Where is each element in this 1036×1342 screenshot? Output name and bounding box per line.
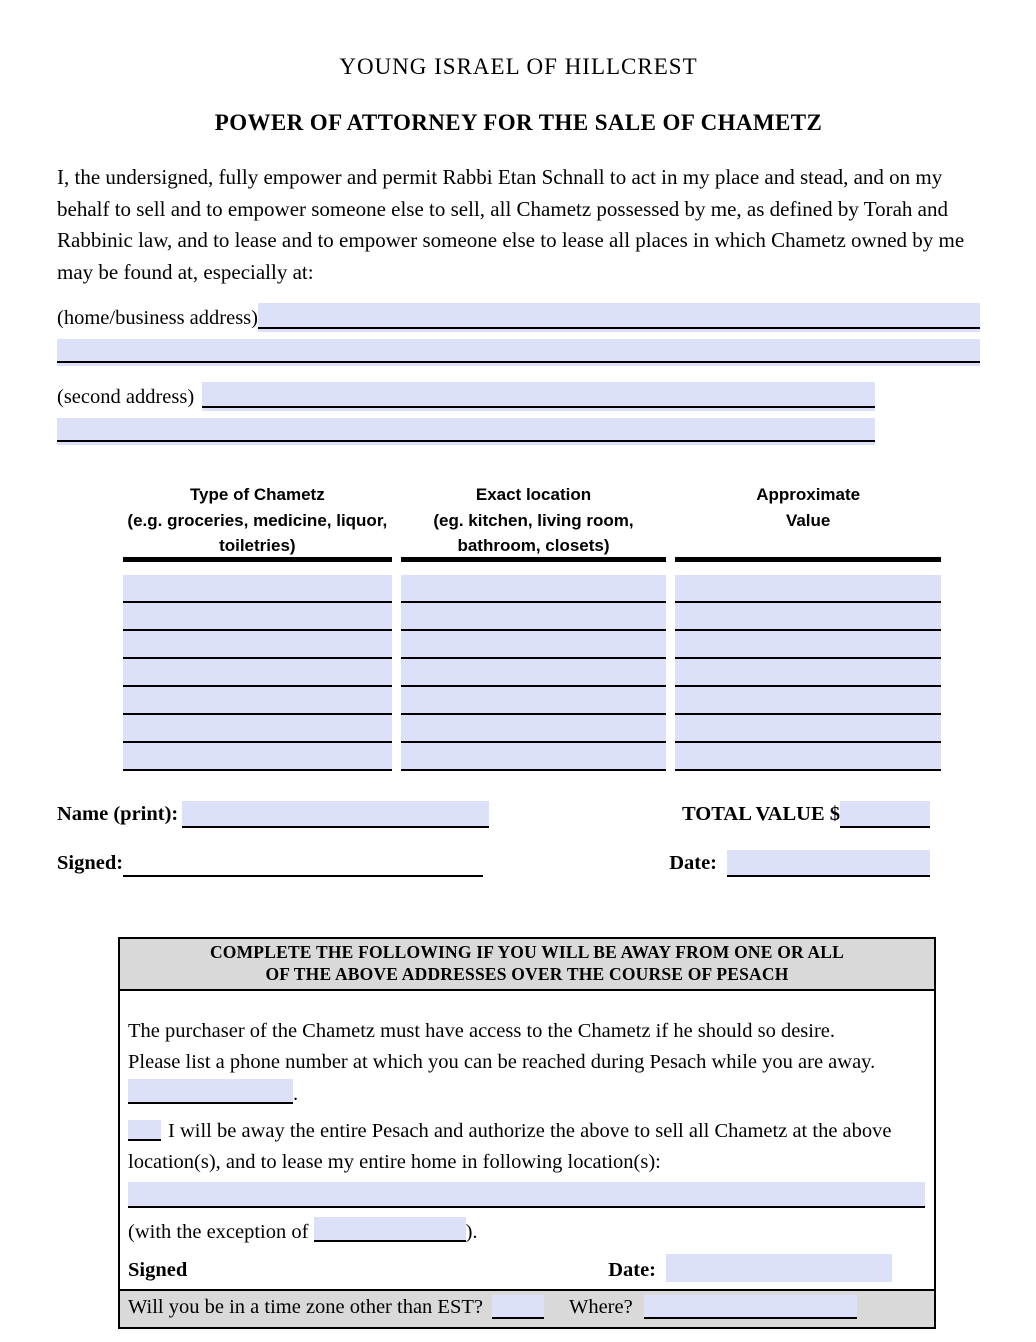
home-address-block (57, 303, 980, 366)
chametz-table-cell-location-6[interactable] (401, 715, 667, 743)
date-field[interactable] (727, 850, 930, 877)
timezone-row (120, 1289, 934, 1327)
chametz-table-cell-type-4[interactable] (123, 659, 392, 687)
phone-request-text: Please list a phone number at which you can be reached during Pesach while you are away. (128, 1051, 876, 1073)
purchaser-access-text: The purchaser of the Chametz must have access to the Chametz if he should so desire. (128, 1020, 836, 1042)
second-address-block (57, 382, 875, 445)
name-field[interactable] (182, 801, 489, 828)
second-address-field-line1[interactable] (202, 382, 875, 411)
chametz-table-cell-location-5[interactable] (401, 687, 667, 715)
signature-line (123, 851, 483, 877)
intro-paragraph: I, the undersigned, fully empower and permit Rabbi Etan Schnall to act in my place and stead, and on my behalf to sell and to empower someone else to sell, all Chametz possessed by me, as defined by Torah and Rabbinic law, and to lease and to empower someone else to lease all places in which Chametz owned by me may be found at, especially at: (57, 165, 965, 284)
chametz-table-cell-value-3[interactable] (675, 631, 941, 659)
chametz-table-cell-type-2[interactable] (123, 603, 392, 631)
name-label: Name (print): (57, 803, 179, 825)
type-column-cells (123, 575, 392, 771)
exception-line (128, 1217, 925, 1248)
second-address-field-line2[interactable] (57, 418, 875, 445)
away-statement-line (128, 1116, 925, 1178)
box-signed-date-row (120, 1248, 934, 1289)
lease-locations-field[interactable] (128, 1182, 925, 1208)
chametz-table-cell-location-2[interactable] (401, 603, 667, 631)
away-statement-text: I will be away the entire Pesach and authorize the above to sell all Chametz at the above location(s), and to lease my entire home in following location(s): (128, 1120, 892, 1173)
form-title: POWER OF ATTORNEY FOR THE SALE OF CHAMETZ (214, 110, 823, 135)
org-title: YOUNG ISRAEL OF HILLCREST (339, 54, 698, 79)
chametz-table-cell-value-2[interactable] (675, 603, 941, 631)
chametz-table-cell-value-7[interactable] (675, 743, 941, 771)
second-address-label: (second address) (57, 386, 195, 408)
box-signed-label: Signed (128, 1259, 188, 1281)
chametz-table-cell-location-7[interactable] (401, 743, 667, 771)
chametz-table-cell-type-1[interactable] (123, 575, 392, 603)
phone-period: . (293, 1083, 299, 1105)
type-column-header: Type of Chametz (e.g. groceries, medicine, liquor, toiletries) (123, 481, 392, 562)
location-column-cells (401, 575, 667, 771)
where-label: Where? (568, 1296, 633, 1318)
away-section-box (118, 937, 936, 1329)
chametz-table-cell-location-4[interactable] (401, 659, 667, 687)
timezone-question: Will you be in a time zone other than EST? (128, 1296, 483, 1318)
phone-line (128, 1079, 925, 1110)
home-address-field-line1[interactable] (258, 303, 980, 332)
away-box-header: COMPLETE THE FOLLOWING IF YOU WILL BE AWAY FROM ONE OR ALL OF THE ABOVE ADDRESSES OVER THE COURSE OF PESACH (120, 939, 934, 991)
exception-suffix: ). (465, 1221, 478, 1243)
chametz-table-cell-value-5[interactable] (675, 687, 941, 715)
phone-field[interactable] (128, 1079, 293, 1104)
chametz-table-cell-value-1[interactable] (675, 575, 941, 603)
chametz-table-cell-value-4[interactable] (675, 659, 941, 687)
where-field[interactable] (644, 1295, 857, 1319)
value-column-cells (675, 575, 941, 771)
signed-label: Signed: (57, 852, 124, 874)
chametz-table-cell-value-6[interactable] (675, 715, 941, 743)
chametz-table-cell-type-6[interactable] (123, 715, 392, 743)
chametz-table-column-location (401, 481, 667, 771)
value-column-header: Approximate Value (675, 481, 941, 562)
signed-date-row (57, 850, 980, 877)
total-value-field[interactable] (840, 801, 930, 828)
name-total-row (57, 801, 980, 828)
chametz-table (123, 481, 941, 771)
box-date-label: Date: (608, 1259, 656, 1281)
exception-field[interactable] (314, 1217, 466, 1242)
box-date-field[interactable] (666, 1254, 892, 1282)
chametz-table-column-type (123, 481, 392, 771)
chametz-table-column-value (675, 481, 941, 771)
date-label: Date: (669, 852, 717, 874)
home-address-field-line2[interactable] (57, 339, 980, 366)
chametz-table-cell-location-1[interactable] (401, 575, 667, 603)
timezone-field[interactable] (492, 1295, 544, 1319)
exception-label: (with the exception of (128, 1221, 309, 1243)
location-column-header: Exact location (eg. kitchen, living room, bathroom, closets) (401, 481, 667, 562)
chametz-table-cell-type-3[interactable] (123, 631, 392, 659)
total-value-label: TOTAL VALUE $ (682, 803, 840, 825)
chametz-table-cell-type-5[interactable] (123, 687, 392, 715)
chametz-table-cell-location-3[interactable] (401, 631, 667, 659)
chametz-table-cell-type-7[interactable] (123, 743, 392, 771)
home-address-label: (home/business address) (57, 307, 258, 329)
away-checkbox-field[interactable] (128, 1120, 161, 1141)
away-box-body (120, 991, 934, 1248)
